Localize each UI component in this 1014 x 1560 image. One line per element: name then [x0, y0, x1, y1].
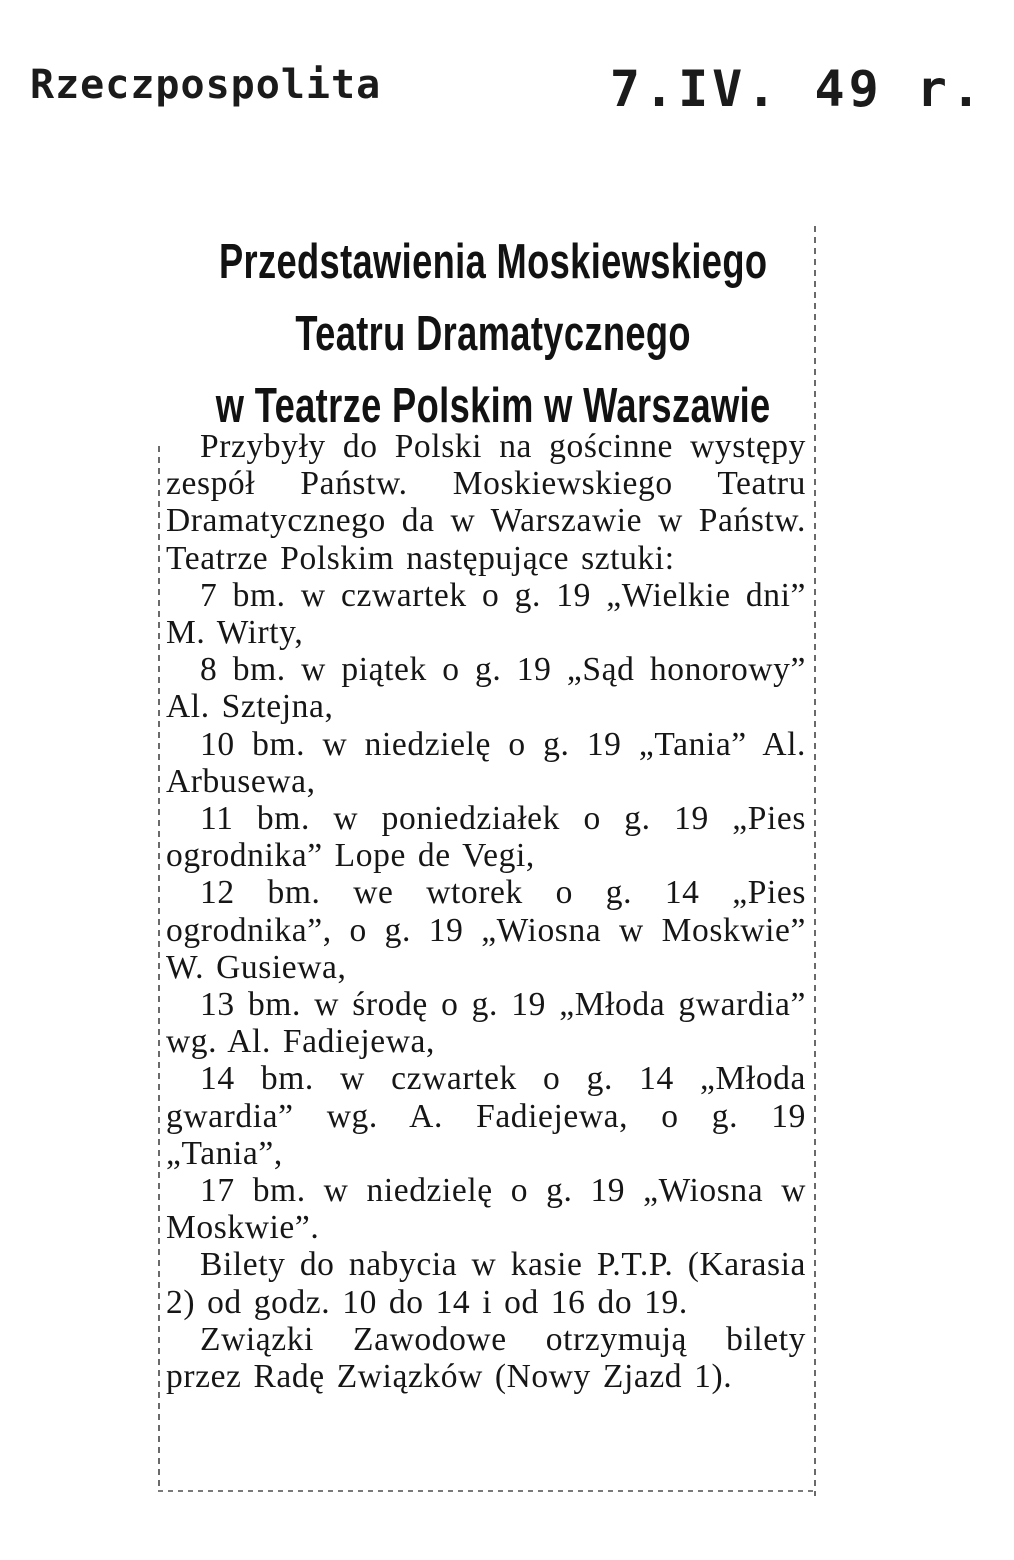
typed-header	[30, 60, 985, 130]
schedule-entry: 13 bm. w środę o g. 19 „Młoda gwardia” wg. Al. Fadiejewa,	[166, 986, 806, 1061]
article-body	[166, 428, 806, 1395]
headline-line: Przedstawienia Moskiewskiego	[218, 235, 768, 289]
intro-paragraph: Przybyły do Polski na gościnne występy zespół Państw. Moskiewskiego Teatru Dramatycznego da w Warszawie w Państw. Teatrze Polskim następujące sztuki:	[166, 428, 806, 577]
schedule-entry: 8 bm. w piątek o g. 19 „Sąd honorowy” Al. Sztejna,	[166, 651, 806, 726]
schedule-entry: 10 bm. w niedzielę o g. 19 „Tania” Al. Arbusewa,	[166, 725, 806, 800]
schedule-entry: 12 bm. we wtorek o g. 14 „Pies ogrodnika”, o g. 19 „Wiosna w Moskwie” W. Gusiewa,	[166, 874, 806, 986]
headline-line: w Teatrze Polskim w Warszawie	[215, 379, 771, 433]
date-label: 7.IV. 49 r.	[609, 60, 985, 118]
clipping-left-edge	[158, 446, 160, 1486]
schedule-entry: 7 bm. w czwartek o g. 19 „Wielkie dni” M. Wirty,	[166, 576, 806, 652]
source-label: Rzeczpospolita	[30, 62, 382, 108]
schedule-entry: 11 bm. w poniedziałek o g. 19 „Pies ogrodnika” Lope de Vegi,	[166, 800, 806, 875]
article-headline	[160, 196, 826, 442]
newspaper-clipping	[158, 196, 816, 1492]
tickets-paragraph: Bilety do nabycia w kasie P.T.P. (Karasia 2) od godz. 10 do 14 i od 16 do 19.	[166, 1246, 806, 1321]
schedule-entry: 17 bm. w niedzielę o g. 19 „Wiosna w Moskwie”.	[166, 1172, 806, 1247]
unions-paragraph: Związki Zawodowe otrzymują bilety przez Radę Związków (Nowy Zjazd 1).	[166, 1320, 806, 1396]
headline-line: Teatru Dramatycznego	[295, 307, 691, 361]
schedule-entry: 14 bm. w czwartek o g. 14 „Młoda gwardia” wg. A. Fadiejewa, o g. 19 „Tania”,	[166, 1060, 806, 1172]
clipping-bottom-edge	[158, 1490, 816, 1492]
